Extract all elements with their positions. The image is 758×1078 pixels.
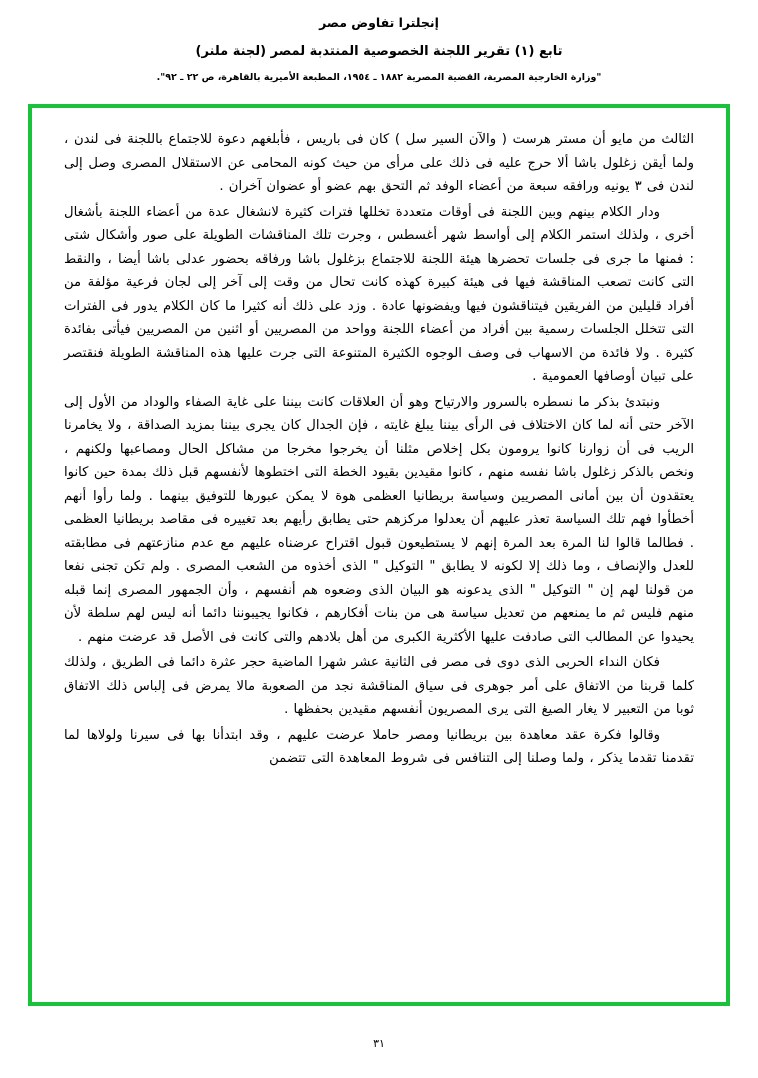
- body-text-container: [38, 114, 720, 996]
- paragraph: فكان النداء الحربى الذى دوى فى مصر فى الثانية عشر شهرا الماضية حجر عثرة دائما فى الطريق ، ولذلك كلما قربنا من الاتفاق على أمر جوهرى فى سياق المناقشة نجد من الصعوبة مالا يمرض فى إلباس ذلك الاتفاق ثوبا من التعبير لا يغار الصيغ التى يرى المصريون أنفسهم مقيدين بحفظها .: [64, 655, 694, 717]
- paragraph: ونبتدئ بذكر ما نسطره بالسرور والارتياح وهو أن العلاقات كانت بيننا على غاية الصفاء والوداد من الأول إلى الآخر حتى أنه لما كان الاختلاف فى الرأى بيننا يبلغ غايته ، فإن الجدال كان يجرى بيننا بمزيد الصداقة ، ولا يخامرنا الريب فى أن زوارنا كانوا يرومون بكل إخلاص مثلنا أن يخرجوا مخرجا من مشاكل الحال ومصاعبها ولكنهم ، ونخص بالذكر زغلول باشا نفسه منهم ، كانوا مقيدين بقيود الخطة التى اختطوها لأنفسهم قبل ذلك بمدة حين كانوا يعتقدون أن بين أمانى المصريين وسياسة بريطانيا العظمى هوة لا يمكن عبورها للتوفيق بينهما . ولما رأوا أنهم أخطأوا فهم تلك السياسة تعذر عليهم أن يعدلوا مركزهم حتى يطابق رأيهم بعد تغييره فى مقاصد بريطانيا العظمى . فطالما قالوا لنا المرة بعد المرة إنهم لا يستطيعون قبول اقتراح عرضناه عليهم مع عدم منازعتهم فى مطابقته للعدل والإنصاف ، وما ذلك إلا لكونه لا يطابق " التوكيل " الذى أخذوه من الشعب المصرى . ولم تكن تجنى نفعا من قولنا لهم إن " التوكيل " الذى يدعونه هو البيان الذى وضعوه هم أنفسهم ، وأن الجمهور المصرى إنما قبله منهم فليس ثم ما يمنعهم من تعديل سياسة هى من بنات أفكارهم ، فكانوا يجيبوننا دائما أنه ليس لهم سلطة لأن يحيدوا عن المطالب التى صادفت عليها الأكثرية الكبرى من أهل بلادهم والتى كانت فى الأصل قد عرضت منهم .: [64, 394, 694, 645]
- paragraph: وقالوا فكرة عقد معاهدة بين بريطانيا ومصر حاملا عرضت عليهم ، وقد ابتدأنا بها فى سيرنا ولولاها لما تقدمنا تقدما يذكر ، ولما وصلنا إلى التنافس فى شروط المعاهدة التى تتضمن: [64, 727, 694, 766]
- paragraph: ودار الكلام بينهم وبين اللجنة فى أوقات متعددة تخللها فترات كثيرة لانشغال عدة من أعضاء اللجنة بأشغال أخرى ، ولذلك استمر الكلام إلى أواسط شهر أغسطس ، وجرت تلك المناقشات الطويلة على صور وأشكال شتى : فمنها ما جرى فى جلسات تحضرها هيئة اللجنة للاجتماع بزغلول باشا ورفاقه بحضور عدلى باشا أيضا ، والنقط التى كانت تصعب المناقشة فيها فى هيئة كبيرة كهذه كانت تحال من وقت إلى آخر إلى لجان فرعية مؤلفة من أفراد قليلين من الفريقين فيتناقشون فيها ويفضونها عادة . وزد على ذلك أنه كثيرا ما كان الكلام يدور فى الفترات التى تتخلل الجلسات رسمية بين أفراد من أعضاء اللجنة وواحد من المصريين أو اثنين من المصريين فيأتى بفائدة كثيرة . ولا فائدة من الاسهاب فى وصف الوجوه الكثيرة المتنوعة التى جرت عليها هذه المناقشة الطويلة فنقتصر على تبيان أوصافها العمومية .: [64, 204, 694, 384]
- header-source-citation: "وزارة الخارجية المصرية، القضية المصرية ١٨٨٢ ـ ١٩٥٤، المطبعة الأميرية بالقاهرة، ص ٢٢ ـ ٩٢".: [156, 72, 602, 84]
- paragraph: الثالث من مايو أن مستر هرست ( والآن السير سل ) كان فى باريس ، فأبلغهم دعوة للاجتماع باللجنة فى لندن ، ولما أيقن زغلول باشا ألا حرج عليه فى ذلك على مرأى من حيث كونه المحامى عن الاستقلال المصرى وصل إلى لندن فى ٣ يونيه ورافقه سبعة من أعضاء الوفد ثم التحق بهم عضو أو عضوان آخران .: [64, 132, 694, 194]
- header-title: إنجلترا تفاوض مصر: [319, 15, 439, 30]
- page-header: [0, 0, 758, 86]
- page-number: ٣١: [373, 1037, 385, 1050]
- green-border-frame: [28, 104, 730, 1006]
- header-subtitle: تابع (١) تقرير اللجنة الخصوصية المنتدبة لمصر (لجنة ملنر): [195, 43, 563, 59]
